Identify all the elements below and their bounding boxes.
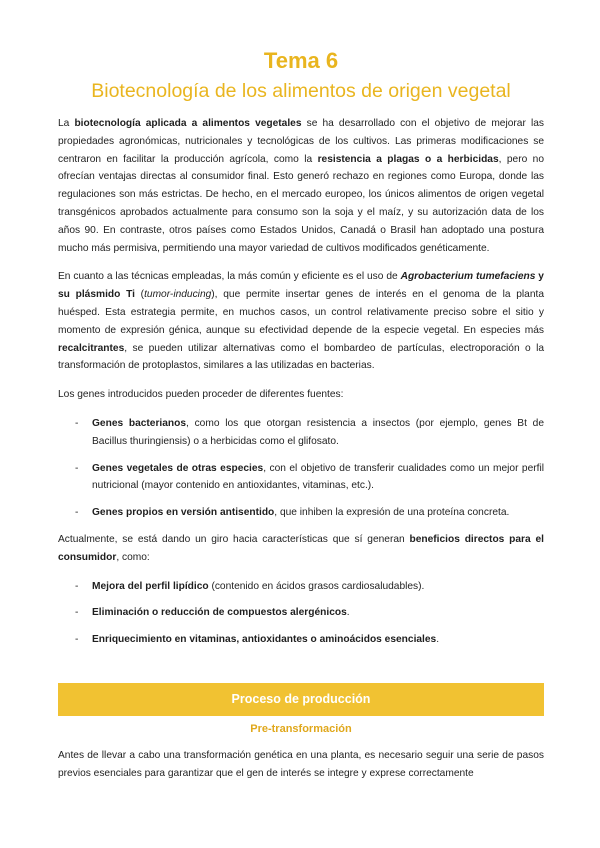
benefits-intro: Actualmente, se está dando un giro hacia características que sí generan beneficios directos para el consumidor, como:	[58, 533, 544, 563]
list-item: - Genes propios en versión antisentido, que inhiben la expresión de una proteína concreta.	[75, 507, 510, 519]
document-body	[58, 115, 544, 658]
benefits-list	[58, 578, 544, 649]
page-title: Tema 6	[263, 48, 339, 73]
intro-paragraph: La biotecnología aplicada a alimentos vegetales se ha desarrollado con el objetivo de mejorar las propiedades agronómicas, nutricionales y tecnológicas de los cultivos. Las primeras modificaciones se centraron en facilitar la producción agrícola, como la resistencia a plagas o a herbicidas, pero no ofrecían ventajas directas al consumidor final. Esto generó rechazo en regiones como Europa, donde las regulaciones son más estrictas. De hecho, en el mercado europeo, los únicos alimentos de origen vegetal transgénicos aprobados actualmente para consumo son la soja y el maíz, y su autorización data de los años 90. En contraste, otros países como Estados Unidos, Canadá o Brasil han adoptado una postura mucho más permisiva, permitiendo una mayor variedad de cultivos modificados genéticamente.	[58, 118, 545, 254]
section-banner: Proceso de producción	[58, 683, 544, 716]
sources-intro: Los genes introducidos pueden proceder de diferentes fuentes:	[58, 389, 344, 401]
list-item: - Genes bacterianos, como los que otorgan resistencia a insectos (por ejemplo, genes Bt de Bacillus thuringiensis) o a herbicidas como el glifosato.	[75, 417, 544, 447]
pre-transformation-paragraph: Antes de llevar a cabo una transformación genética en una planta, es necesario seguir una serie de pasos previos esenciales para garantizar que el gen de interés se integre y exprese correctamente	[58, 750, 544, 779]
list-item: - Mejora del perfil lipídico (contenido en ácidos grasos cardiosaludables).	[75, 580, 425, 592]
sources-list	[58, 415, 544, 522]
page-subtitle: Biotecnología de los alimentos de origen vegetal	[91, 80, 511, 102]
list-item: - Genes vegetales de otras especies, con el objetivo de transferir cualidades como un mejor perfil nutricional (mayor contenido en antioxidantes, vitaminas, etc.).	[75, 462, 544, 492]
section-subheading: Pre-transformación	[250, 723, 352, 735]
list-item: - Enriquecimiento en vitaminas, antioxidantes o aminoácidos esenciales.	[75, 634, 440, 646]
techniques-paragraph: En cuanto a las técnicas empleadas, la más común y eficiente es el uso de Agrobacterium tumefaciens y su plásmido Ti (tumor-inducing), que permite insertar genes de interés en el genoma de la planta huésped. Esta estrategia permite, en muchos casos, un control relativamente preciso sobre el sitio y momento de expresión génica, aunque su efectividad depende de la especie vegetal. En especies más recalcitrantes, se pueden utilizar alternativas como el bombardeo de partículas, electroporación o la transformación de protoplastos, similares a las utilizadas en bacterias.	[58, 271, 544, 372]
list-item: - Eliminación o reducción de compuestos alergénicos.	[75, 607, 350, 619]
